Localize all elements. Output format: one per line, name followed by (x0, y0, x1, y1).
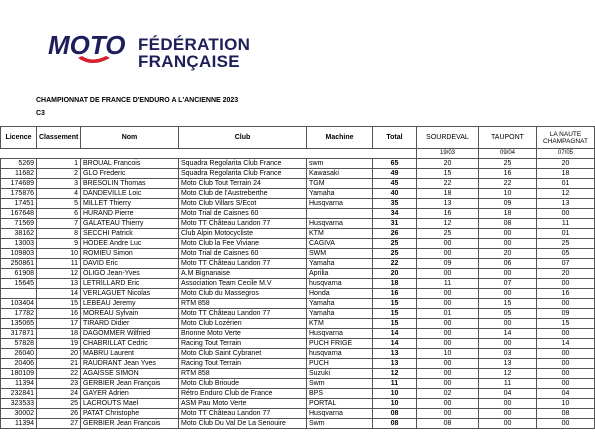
cell-name: DANDEVILLE Loic (81, 189, 179, 199)
table-row (1, 329, 595, 339)
cell-name: MOREAU Sylvain (81, 309, 179, 319)
cell-licence: 250861 (1, 259, 37, 269)
cell-club: Squadra Regolarita Club France (179, 169, 307, 179)
table-row (1, 289, 595, 299)
cell-rank: 14 (37, 289, 81, 299)
cell-round-1: 00 (417, 249, 479, 259)
cell-round-1: 12 (417, 219, 479, 229)
cell-round-2: 16 (479, 169, 537, 179)
cell-round-2: 00 (479, 239, 537, 249)
cell-licence: 61908 (1, 269, 37, 279)
cell-round-1: 00 (417, 339, 479, 349)
cell-club: Moto Club Tout Terrain 24 (179, 179, 307, 189)
cell-round-3: 00 (537, 299, 595, 309)
cell-rank: 24 (37, 389, 81, 399)
cell-round-2: 05 (479, 309, 537, 319)
cell-name: GAYER Adrien (81, 389, 179, 399)
table-row (1, 209, 595, 219)
cell-round-1: 25 (417, 229, 479, 239)
cell-licence: 11394 (1, 379, 37, 389)
col-total: Total (373, 127, 417, 149)
cell-machine: Husqvarna (307, 329, 373, 339)
cell-rank: 25 (37, 399, 81, 409)
table-row (1, 219, 595, 229)
cell-round-2: 15 (479, 299, 537, 309)
cell-rank: 6 (37, 209, 81, 219)
championship-title: CHAMPIONNAT DE FRANCE D'ENDURO A L'ANCIENNE 2023 (36, 97, 239, 104)
cell-round-1: 00 (417, 379, 479, 389)
col-round-2: TAUPONT (479, 127, 537, 149)
cell-total: 31 (373, 219, 417, 229)
cell-club: Squadra Regolarita Club France (179, 159, 307, 169)
cell-machine: Yamaha (307, 309, 373, 319)
cell-round-1: 00 (417, 269, 479, 279)
cell-total: 10 (373, 389, 417, 399)
cell-round-3: 05 (537, 249, 595, 259)
cell-rank: 22 (37, 369, 81, 379)
cell-round-3: 13 (537, 199, 595, 209)
cell-club: Brionne Moto Verte (179, 329, 307, 339)
cell-total: 35 (373, 199, 417, 209)
cell-club: Moto Club Du Val De La Senouire (179, 419, 307, 429)
cell-machine: Swm (307, 379, 373, 389)
federation-line2: FRANÇAISE (138, 52, 240, 71)
cell-club: ASM Pau Moto Verte (179, 399, 307, 409)
cell-round-2: 14 (479, 329, 537, 339)
cell-round-1: 15 (417, 169, 479, 179)
cell-round-1: 00 (417, 299, 479, 309)
cell-round-2: 08 (479, 219, 537, 229)
cell-total: 13 (373, 359, 417, 369)
cell-round-1: 00 (417, 369, 479, 379)
header-row (1, 127, 595, 149)
cell-club: Racing Tout Terrain (179, 339, 307, 349)
cell-round-1: 18 (417, 189, 479, 199)
cell-licence: 317871 (1, 329, 37, 339)
cell-name: ROMIEU Simon (81, 249, 179, 259)
cell-total: 25 (373, 239, 417, 249)
federation-line1: FÉDÉRATION (138, 35, 251, 54)
cell-rank: 20 (37, 349, 81, 359)
cell-round-3: 12 (537, 189, 595, 199)
cell-rank: 26 (37, 409, 81, 419)
cell-total: 25 (373, 249, 417, 259)
results-table (0, 126, 595, 429)
cell-total: 14 (373, 329, 417, 339)
cell-licence: 103404 (1, 299, 37, 309)
table-row (1, 179, 595, 189)
col-licence: Licence (1, 127, 37, 149)
cell-rank: 13 (37, 279, 81, 289)
championship-class: C3 (36, 110, 45, 117)
cell-round-2: 11 (479, 379, 537, 389)
cell-total: 40 (373, 189, 417, 199)
cell-licence: 5269 (1, 159, 37, 169)
table-row (1, 389, 595, 399)
cell-round-1: 02 (417, 389, 479, 399)
cell-round-2: 00 (479, 269, 537, 279)
cell-round-2: 00 (479, 289, 537, 299)
cell-club: Moto TT Château Landon 77 (179, 309, 307, 319)
cell-round-2: 00 (479, 319, 537, 329)
cell-round-2: 07 (479, 279, 537, 289)
cell-machine (307, 209, 373, 219)
cell-club: Moto Club Lozérien (179, 319, 307, 329)
cell-rank: 17 (37, 319, 81, 329)
cell-rank: 15 (37, 299, 81, 309)
cell-machine: Suzuki (307, 369, 373, 379)
cell-name: DAGOMMER Wilfried (81, 329, 179, 339)
cell-round-3: 00 (537, 369, 595, 379)
col-club: Club (179, 127, 307, 149)
cell-name: HURAND Pierre (81, 209, 179, 219)
cell-round-2: 00 (479, 339, 537, 349)
table-row (1, 319, 595, 329)
cell-round-2: 00 (479, 399, 537, 409)
cell-name: OLIGO Jean-Yves (81, 269, 179, 279)
cell-licence: 180109 (1, 369, 37, 379)
cell-rank: 3 (37, 179, 81, 189)
cell-machine: TGM (307, 179, 373, 189)
cell-rank: 11 (37, 259, 81, 269)
cell-round-3: 00 (537, 209, 595, 219)
table-row (1, 349, 595, 359)
cell-round-3: 08 (537, 409, 595, 419)
cell-machine: PUCH (307, 359, 373, 369)
cell-licence: 57828 (1, 339, 37, 349)
cell-rank: 1 (37, 159, 81, 169)
cell-round-3: 18 (537, 169, 595, 179)
cell-club: Racing Tout Terrain (179, 359, 307, 369)
cell-total: 08 (373, 419, 417, 429)
cell-machine: BPS (307, 389, 373, 399)
cell-name: TIRARD Didier (81, 319, 179, 329)
table-row (1, 299, 595, 309)
cell-machine: Honda (307, 289, 373, 299)
cell-name: GERBIER Jean François (81, 379, 179, 389)
cell-round-3: 14 (537, 339, 595, 349)
cell-machine: Aprilia (307, 269, 373, 279)
round-2-date: 09/04 (479, 149, 537, 159)
cell-round-2: 04 (479, 389, 537, 399)
cell-club: Moto Trial de Caisnes 60 (179, 209, 307, 219)
cell-round-3: 00 (537, 359, 595, 369)
cell-licence: 13003 (1, 239, 37, 249)
cell-machine: husqvarna (307, 279, 373, 289)
cell-machine: husqvarna (307, 349, 373, 359)
cell-name: VERLAGUET Nicolas (81, 289, 179, 299)
cell-licence: 71569 (1, 219, 37, 229)
cell-club: Moto TT Château Landon 77 (179, 409, 307, 419)
cell-round-3: 01 (537, 179, 595, 189)
cell-machine: Yamaha (307, 259, 373, 269)
cell-rank: 19 (37, 339, 81, 349)
cell-round-2: 00 (479, 419, 537, 429)
col-machine: Machine (307, 127, 373, 149)
cell-rank: 10 (37, 249, 81, 259)
cell-total: 14 (373, 339, 417, 349)
cell-rank: 5 (37, 199, 81, 209)
cell-name: MILLET Thierry (81, 199, 179, 209)
cell-name: LEBEAU Jeremy (81, 299, 179, 309)
cell-round-1: 10 (417, 349, 479, 359)
cell-licence: 11682 (1, 169, 37, 179)
cell-round-1: 13 (417, 199, 479, 209)
table-row (1, 189, 595, 199)
table-row (1, 159, 595, 169)
cell-total: 08 (373, 409, 417, 419)
cell-round-1: 01 (417, 309, 479, 319)
cell-round-2: 22 (479, 179, 537, 189)
cell-club: RTM 858 (179, 299, 307, 309)
cell-name: BROUAL Francois (81, 159, 179, 169)
cell-round-1: 00 (417, 289, 479, 299)
col-classement: Classement (37, 127, 81, 149)
cell-club: Moto Club la Fee Viviane (179, 239, 307, 249)
cell-total: 15 (373, 309, 417, 319)
cell-total: 20 (373, 269, 417, 279)
cell-machine: Yamaha (307, 189, 373, 199)
col-nom: Nom (81, 127, 179, 149)
ffm-logo (48, 30, 268, 74)
cell-round-2: 10 (479, 189, 537, 199)
cell-name: GALATEAU Thierry (81, 219, 179, 229)
table-row (1, 309, 595, 319)
cell-round-1: 22 (417, 179, 479, 189)
cell-round-3: 07 (537, 259, 595, 269)
cell-licence: 20406 (1, 359, 37, 369)
table-row (1, 249, 595, 259)
cell-total: 12 (373, 369, 417, 379)
federation-name (138, 36, 250, 70)
cell-total: 65 (373, 159, 417, 169)
cell-rank: 16 (37, 309, 81, 319)
cell-round-3: 20 (537, 269, 595, 279)
cell-club: A.M Bignanaise (179, 269, 307, 279)
cell-licence: 15645 (1, 279, 37, 289)
round-3-date: 07/05 (537, 149, 595, 159)
cell-machine: Husqvarna (307, 219, 373, 229)
cell-rank: 8 (37, 229, 81, 239)
cell-machine: KTM (307, 319, 373, 329)
cell-name: RAUDRANT Jean Yves (81, 359, 179, 369)
cell-round-1: 11 (417, 279, 479, 289)
cell-club: Moto Club de l'Austreberthe (179, 189, 307, 199)
cell-round-3: 00 (537, 419, 595, 429)
cell-round-1: 09 (417, 259, 479, 269)
table-row (1, 239, 595, 249)
cell-total: 13 (373, 349, 417, 359)
table-row (1, 229, 595, 239)
cell-licence: 174689 (1, 179, 37, 189)
cell-licence: 30002 (1, 409, 37, 419)
cell-rank: 2 (37, 169, 81, 179)
cell-round-3: 25 (537, 239, 595, 249)
cell-club: RTM 858 (179, 369, 307, 379)
cell-licence: 26040 (1, 349, 37, 359)
table-row (1, 369, 595, 379)
cell-club: Moto Club Saint Cybranet (179, 349, 307, 359)
cell-round-1: 00 (417, 399, 479, 409)
cell-licence: 232841 (1, 389, 37, 399)
table-row (1, 269, 595, 279)
brand-wordmark: MOTO (48, 30, 126, 60)
cell-round-1: 00 (417, 329, 479, 339)
cell-round-2: 00 (479, 229, 537, 239)
cell-total: 22 (373, 259, 417, 269)
col-round-1: SOURDEVAL (417, 127, 479, 149)
cell-total: 49 (373, 169, 417, 179)
cell-round-2: 13 (479, 359, 537, 369)
cell-round-2: 18 (479, 209, 537, 219)
cell-total: 10 (373, 399, 417, 409)
table-row (1, 339, 595, 349)
cell-round-3: 20 (537, 159, 595, 169)
cell-name: LACROUTS Mael (81, 399, 179, 409)
cell-club: Club Alpin Motocycliste (179, 229, 307, 239)
cell-round-2: 06 (479, 259, 537, 269)
cell-round-1: 20 (417, 159, 479, 169)
cell-rank: 18 (37, 329, 81, 339)
cell-club: Moto TT Château Landon 77 (179, 219, 307, 229)
cell-name: DAVID Eric (81, 259, 179, 269)
table-row (1, 259, 595, 269)
cell-licence: 135065 (1, 319, 37, 329)
dates-row (1, 149, 595, 159)
cell-machine: KTM (307, 229, 373, 239)
cell-machine: Husqvarna (307, 409, 373, 419)
cell-name: MABRU Laurent (81, 349, 179, 359)
cell-rank: 12 (37, 269, 81, 279)
cell-club: Rétro Enduro Club de France (179, 389, 307, 399)
cell-round-1: 08 (417, 419, 479, 429)
cell-round-2: 00 (479, 409, 537, 419)
cell-name: BRESOLIN Thomas (81, 179, 179, 189)
cell-licence: 109803 (1, 249, 37, 259)
cell-club: Association Team Cecile M.V (179, 279, 307, 289)
cell-round-3: 09 (537, 309, 595, 319)
cell-machine: Yamaha (307, 299, 373, 309)
cell-machine: PUCH FRIGE (307, 339, 373, 349)
cell-round-1: 16 (417, 209, 479, 219)
cell-rank: 23 (37, 379, 81, 389)
cell-name: SECCHI Patrick (81, 229, 179, 239)
cell-total: 15 (373, 299, 417, 309)
cell-total: 16 (373, 289, 417, 299)
cell-total: 11 (373, 379, 417, 389)
cell-name: HODEE Andre Luc (81, 239, 179, 249)
cell-licence: 17451 (1, 199, 37, 209)
cell-licence (1, 289, 37, 299)
cell-total: 34 (373, 209, 417, 219)
cell-machine: CAGIVA (307, 239, 373, 249)
cell-round-3: 15 (537, 319, 595, 329)
cell-machine: SWM (307, 249, 373, 259)
cell-club: Moto TT Château Landon 77 (179, 259, 307, 269)
cell-licence: 323533 (1, 399, 37, 409)
cell-round-3: 04 (537, 389, 595, 399)
col-round-3: LA NAUTE CHAMPAGNAT (537, 127, 595, 149)
table-row (1, 419, 595, 429)
table-row (1, 279, 595, 289)
cell-round-3: 01 (537, 229, 595, 239)
table-row (1, 399, 595, 409)
table-row (1, 409, 595, 419)
cell-rank: 4 (37, 189, 81, 199)
cell-machine: swm (307, 159, 373, 169)
cell-name: GLO Frederic (81, 169, 179, 179)
cell-name: AGAISSE SIMON (81, 369, 179, 379)
cell-machine: PORTAL (307, 399, 373, 409)
moto-logo-icon (48, 30, 134, 70)
cell-rank: 7 (37, 219, 81, 229)
cell-total: 15 (373, 319, 417, 329)
cell-licence: 175876 (1, 189, 37, 199)
cell-round-3: 11 (537, 219, 595, 229)
cell-machine: Husqvarna (307, 199, 373, 209)
cell-total: 26 (373, 229, 417, 239)
cell-club: Moto Club Villars S/Ecot (179, 199, 307, 209)
cell-round-3: 00 (537, 379, 595, 389)
cell-round-3: 16 (537, 289, 595, 299)
cell-name: GERBIER Jean Francois (81, 419, 179, 429)
cell-round-3: 00 (537, 329, 595, 339)
cell-club: Moto Club du Massegros (179, 289, 307, 299)
cell-round-2: 09 (479, 199, 537, 209)
cell-round-2: 03 (479, 349, 537, 359)
cell-machine: Swm (307, 419, 373, 429)
cell-round-2: 20 (479, 249, 537, 259)
cell-rank: 27 (37, 419, 81, 429)
cell-name: CHABRILLAT Cedric (81, 339, 179, 349)
cell-name: LETRILLARD Eric (81, 279, 179, 289)
table-row (1, 359, 595, 369)
cell-licence: 11394 (1, 419, 37, 429)
cell-rank: 21 (37, 359, 81, 369)
round-1-date: 19/03 (417, 149, 479, 159)
cell-licence: 167648 (1, 209, 37, 219)
cell-rank: 9 (37, 239, 81, 249)
table-row (1, 199, 595, 209)
cell-round-2: 12 (479, 369, 537, 379)
cell-machine: Kawasaki (307, 169, 373, 179)
cell-name: PATAT Christophe (81, 409, 179, 419)
table-row (1, 379, 595, 389)
cell-total: 18 (373, 279, 417, 289)
table-row (1, 169, 595, 179)
cell-round-1: 00 (417, 319, 479, 329)
cell-round-1: 00 (417, 409, 479, 419)
cell-round-1: 00 (417, 239, 479, 249)
cell-club: Moto Trial de Caisnes 60 (179, 249, 307, 259)
cell-total: 45 (373, 179, 417, 189)
cell-round-2: 25 (479, 159, 537, 169)
cell-round-1: 00 (417, 359, 479, 369)
cell-licence: 38162 (1, 229, 37, 239)
cell-club: Moto Club Brioude (179, 379, 307, 389)
cell-licence: 17782 (1, 309, 37, 319)
cell-round-3: 00 (537, 349, 595, 359)
cell-round-3: 10 (537, 399, 595, 409)
cell-round-3: 00 (537, 279, 595, 289)
